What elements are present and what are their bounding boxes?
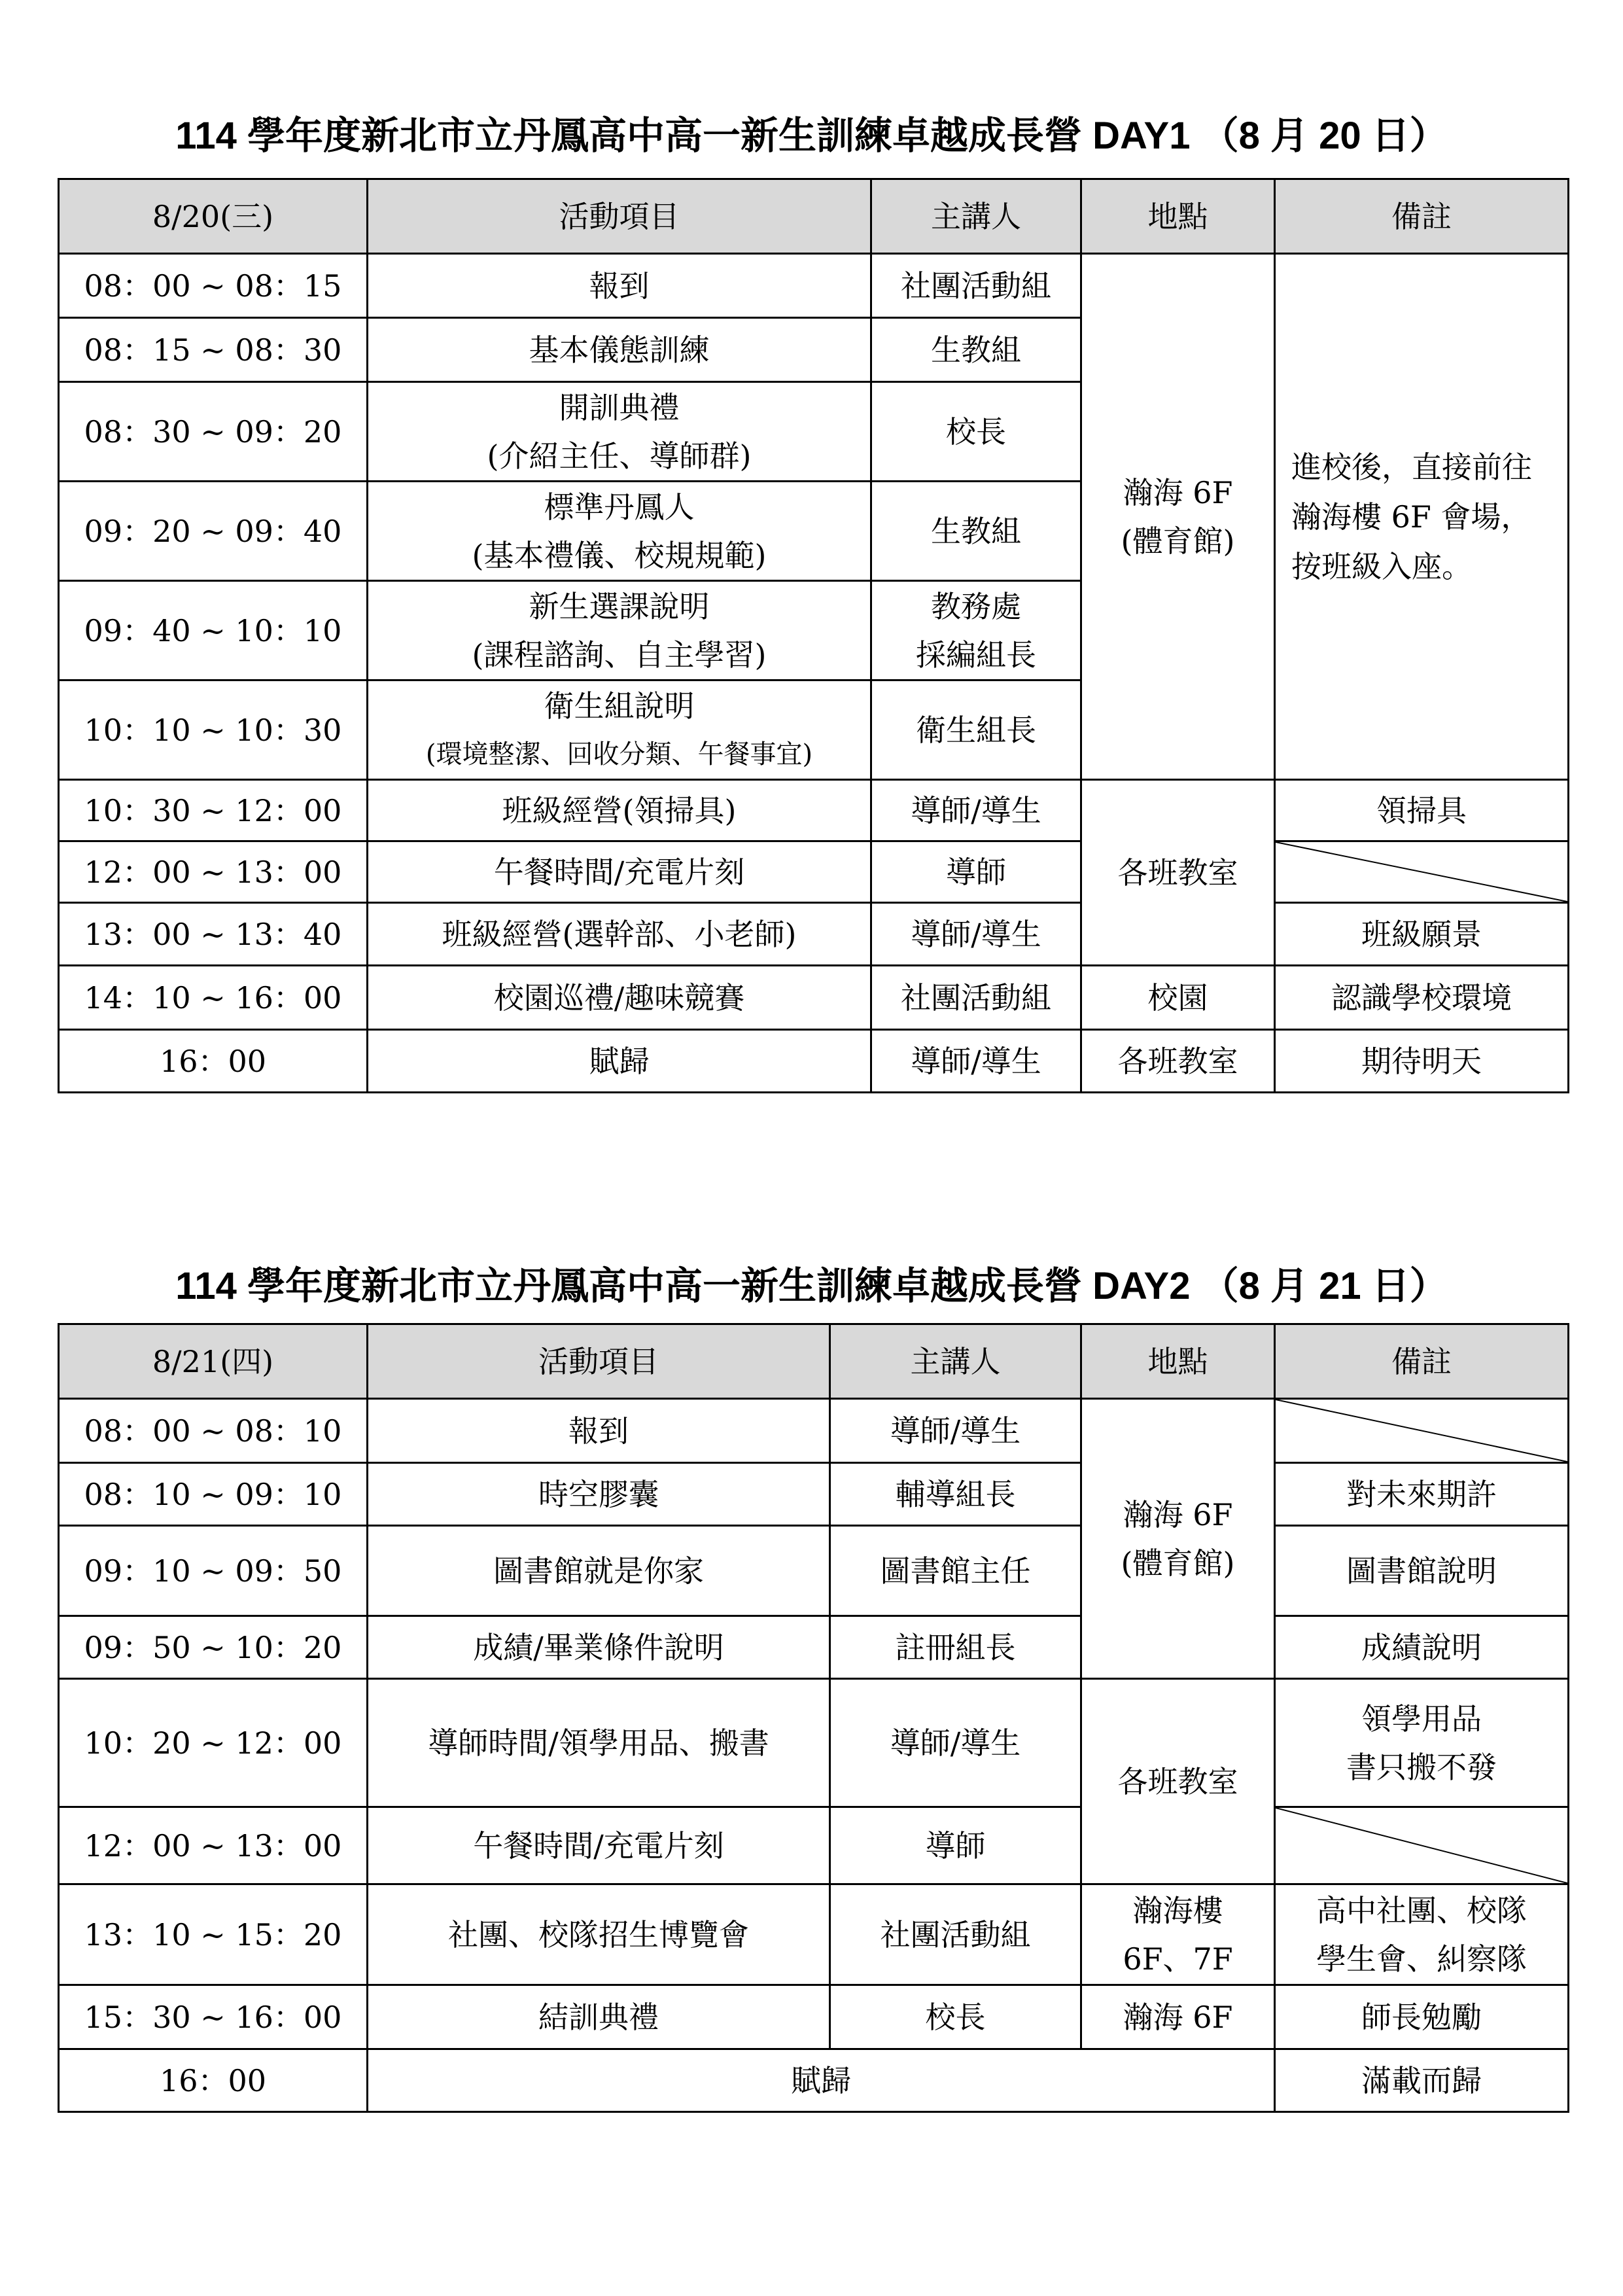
note-cell: 領掃具 — [1275, 780, 1569, 841]
header-speaker: 主講人 — [871, 179, 1081, 254]
note-line: 瀚海樓 6F 會場， — [1291, 499, 1531, 535]
activity-text: 開訓典禮 — [559, 389, 680, 425]
table-row — [59, 780, 1569, 841]
time-cell: 13：00 ~ 13：40 — [59, 903, 368, 966]
time-cell: 08：00 ~ 08：15 — [59, 254, 368, 318]
location-subtext: 6F、7F — [1123, 1941, 1233, 1977]
activity-subtext: (介紹主任、導師群) — [487, 438, 752, 474]
speaker-cell: 校長 — [871, 382, 1081, 482]
day1-title: 114 學年度新北市立丹鳳高中高一新生訓練卓越成長營 DAY1 （8 月 20 日） — [175, 115, 1448, 157]
note-line: 進校後，直接前往 — [1291, 449, 1532, 485]
header-date: 8/20(三) — [59, 179, 368, 254]
time-cell: 08：10 ~ 09：10 — [59, 1463, 368, 1526]
activity-cell: 午餐時間/充電片刻 — [368, 1807, 830, 1884]
time-cell: 13：10 ~ 15：20 — [59, 1884, 368, 1985]
note-cell: 對未來期許 — [1275, 1463, 1569, 1526]
note-cell — [1275, 1679, 1569, 1807]
table-row — [59, 903, 1569, 966]
table-row — [59, 2049, 1569, 2112]
activity-cell: 報到 — [368, 254, 871, 318]
note-cell: 認識學校環境 — [1275, 966, 1569, 1030]
activity-cell: 賦歸 — [368, 1030, 871, 1093]
speaker-text: 教務處 — [931, 588, 1021, 624]
activity-cell — [368, 482, 871, 581]
time-cell: 10：20 ~ 12：00 — [59, 1679, 368, 1807]
time-cell: 09：50 ~ 10：20 — [59, 1616, 368, 1679]
table-header-row — [59, 179, 1569, 254]
location-text: 瀚海 6F — [1123, 1496, 1233, 1532]
speaker-cell: 註冊組長 — [830, 1616, 1081, 1679]
location-cell: 各班教室 — [1081, 1030, 1275, 1093]
location-text: 瀚海 6F — [1123, 474, 1233, 510]
location-cell — [1081, 1884, 1275, 1985]
table-row — [59, 1884, 1569, 1985]
speaker-cell — [871, 581, 1081, 680]
note-cell: 圖書館說明 — [1275, 1526, 1569, 1616]
diagonal-slash — [1276, 1808, 1567, 1883]
speaker-subtext: 採編組長 — [916, 637, 1036, 673]
day1-schedule-table — [58, 178, 1569, 1093]
diagonal-slash — [1276, 842, 1567, 902]
activity-text: 新生選課說明 — [529, 588, 710, 624]
time-cell: 16：00 — [59, 1030, 368, 1093]
activity-cell: 午餐時間/充電片刻 — [368, 841, 871, 903]
speaker-cell: 衛生組長 — [871, 680, 1081, 780]
activity-cell: 班級經營(領掃具) — [368, 780, 871, 841]
time-cell: 09：40 ~ 10：10 — [59, 581, 368, 680]
location-subtext: (體育館) — [1121, 523, 1235, 559]
time-cell: 08：15 ~ 08：30 — [59, 318, 368, 382]
table-row — [59, 966, 1569, 1030]
table-row — [59, 1463, 1569, 1526]
note-text: 高中社團、校隊 — [1316, 1892, 1527, 1928]
diagonal-slash — [1276, 1400, 1567, 1462]
table-row — [59, 1807, 1569, 1884]
activity-cell: 校園巡禮/趣味競賽 — [368, 966, 871, 1030]
activity-cell — [368, 581, 871, 680]
time-cell: 15：30 ~ 16：00 — [59, 1985, 368, 2049]
note-subtext: 學生會、糾察隊 — [1316, 1941, 1527, 1977]
time-cell: 09：20 ~ 09：40 — [59, 482, 368, 581]
time-cell: 12：00 ~ 13：00 — [59, 841, 368, 903]
time-cell: 09：10 ~ 09：50 — [59, 1526, 368, 1616]
table-row — [59, 1985, 1569, 2049]
activity-cell: 班級經營(選幹部、小老師) — [368, 903, 871, 966]
day2-schedule-table — [58, 1323, 1569, 2113]
table-row — [59, 1030, 1569, 1093]
note-cell-empty — [1275, 1807, 1569, 1884]
speaker-cell: 導師/導生 — [871, 780, 1081, 841]
note-cell-empty — [1275, 841, 1569, 903]
location-cell — [1081, 1399, 1275, 1679]
location-cell: 各班教室 — [1081, 1679, 1275, 1884]
table-row — [59, 254, 1569, 318]
location-cell: 校園 — [1081, 966, 1275, 1030]
speaker-cell: 導師/導生 — [871, 903, 1081, 966]
activity-subtext: (基本禮儀、校規規範) — [472, 537, 767, 573]
speaker-cell: 生教組 — [871, 318, 1081, 382]
note-cell: 成績說明 — [1275, 1616, 1569, 1679]
speaker-cell: 導師 — [871, 841, 1081, 903]
header-speaker: 主講人 — [830, 1324, 1081, 1399]
header-location: 地點 — [1081, 179, 1275, 254]
activity-cell — [368, 680, 871, 780]
note-line: 按班級入座。 — [1291, 548, 1472, 584]
speaker-cell: 導師 — [830, 1807, 1081, 1884]
location-cell: 各班教室 — [1081, 780, 1275, 966]
speaker-cell: 導師/導生 — [871, 1030, 1081, 1093]
speaker-cell: 社團活動組 — [871, 966, 1081, 1030]
speaker-cell: 導師/導生 — [830, 1399, 1081, 1463]
note-cell — [1275, 254, 1569, 780]
table-row — [59, 841, 1569, 903]
header-activity: 活動項目 — [368, 179, 871, 254]
header-date: 8/21(四) — [59, 1324, 368, 1399]
speaker-cell: 校長 — [830, 1985, 1081, 2049]
note-text: 領學用品 — [1361, 1701, 1482, 1737]
time-cell: 10：30 ~ 12：00 — [59, 780, 368, 841]
activity-subtext: (課程諮詢、自主學習) — [472, 637, 767, 673]
speaker-cell: 生教組 — [871, 482, 1081, 581]
note-cell: 師長勉勵 — [1275, 1985, 1569, 2049]
activity-cell: 導師時間/領學用品、搬書 — [368, 1679, 830, 1807]
time-cell: 16：00 — [59, 2049, 368, 2112]
time-cell: 10：10 ~ 10：30 — [59, 680, 368, 780]
note-cell: 班級願景 — [1275, 903, 1569, 966]
activity-cell: 成績/畢業條件說明 — [368, 1616, 830, 1679]
table-row — [59, 1399, 1569, 1463]
table-header-row — [59, 1324, 1569, 1399]
speaker-cell: 社團活動組 — [871, 254, 1081, 318]
table-row — [59, 1679, 1569, 1807]
time-cell: 14：10 ~ 16：00 — [59, 966, 368, 1030]
day2-title: 114 學年度新北市立丹鳳高中高一新生訓練卓越成長營 DAY2 （8 月 21 日） — [175, 1265, 1448, 1307]
activity-cell: 基本儀態訓練 — [368, 318, 871, 382]
time-cell: 08：30 ~ 09：20 — [59, 382, 368, 482]
header-note: 備註 — [1275, 179, 1569, 254]
activity-cell: 結訓典禮 — [368, 1985, 830, 2049]
speaker-cell: 輔導組長 — [830, 1463, 1081, 1526]
note-cell: 期待明天 — [1275, 1030, 1569, 1093]
note-cell — [1275, 1884, 1569, 1985]
activity-cell: 社團、校隊招生博覽會 — [368, 1884, 830, 1985]
location-text: 瀚海樓 — [1132, 1892, 1223, 1928]
location-subtext: (體育館) — [1121, 1545, 1235, 1581]
header-note: 備註 — [1275, 1324, 1569, 1399]
time-cell: 12：00 ~ 13：00 — [59, 1807, 368, 1884]
speaker-cell: 圖書館主任 — [830, 1526, 1081, 1616]
activity-cell: 圖書館就是你家 — [368, 1526, 830, 1616]
activity-cell: 時空膠囊 — [368, 1463, 830, 1526]
header-activity: 活動項目 — [368, 1324, 830, 1399]
activity-text: 標準丹鳳人 — [544, 489, 695, 525]
activity-cell: 報到 — [368, 1399, 830, 1463]
activity-text: 衛生組說明 — [544, 688, 695, 724]
location-cell — [1081, 254, 1275, 780]
note-cell: 滿載而歸 — [1275, 2049, 1569, 2112]
speaker-cell: 導師/導生 — [830, 1679, 1081, 1807]
time-cell: 08：00 ~ 08：10 — [59, 1399, 368, 1463]
table-row — [59, 1616, 1569, 1679]
header-location: 地點 — [1081, 1324, 1275, 1399]
activity-subtext: (環境整潔、回收分類、午餐事宜) — [425, 739, 813, 769]
activity-cell — [368, 382, 871, 482]
activity-cell: 賦歸 — [368, 2049, 1275, 2112]
note-cell-empty — [1275, 1399, 1569, 1463]
note-subtext: 書只搬不發 — [1346, 1749, 1497, 1785]
location-cell: 瀚海 6F — [1081, 1985, 1275, 2049]
table-row — [59, 1526, 1569, 1616]
speaker-cell: 社團活動組 — [830, 1884, 1081, 1985]
